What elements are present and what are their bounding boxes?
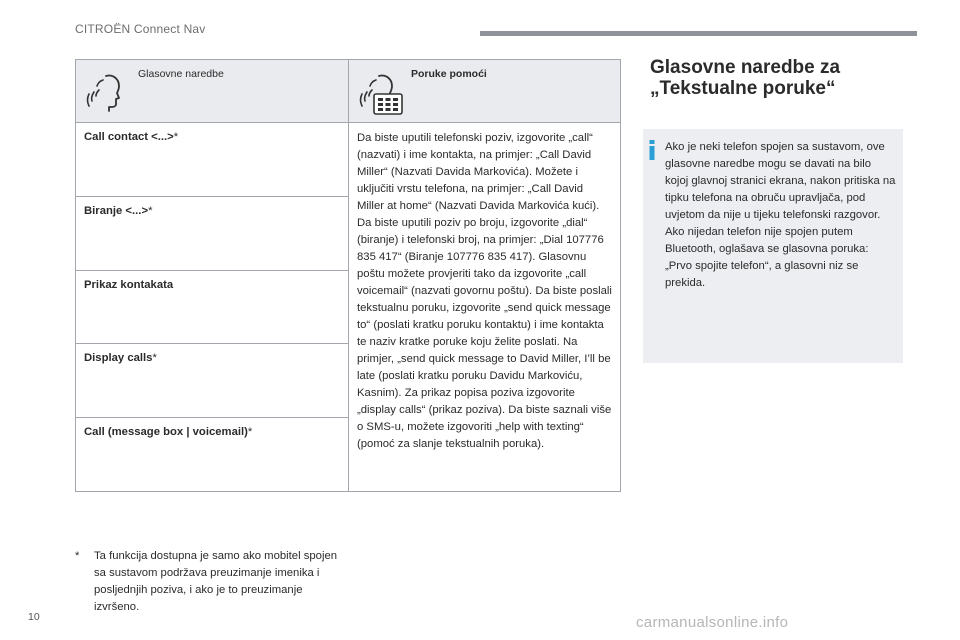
command-label: Call (message box | voicemail) [84, 426, 248, 438]
section-title-line1: Glasovne naredbe za [650, 57, 841, 78]
page-number: 10 [28, 611, 40, 623]
table-header-commands [76, 60, 349, 123]
section-title [650, 57, 910, 99]
command-cell [76, 344, 349, 418]
command-label: Call contact <...> [84, 131, 174, 143]
command-star: * [152, 352, 157, 364]
commands-column-header: Glasovne naredbe [138, 68, 224, 80]
command-label: Prikaz kontakata [84, 279, 174, 291]
help-text: Da biste uputili telefonski poziv, izgovorite „call“ (nazvati) i ime kontakta, na primjer: „Call David Miller“ (Nazvati Davida Markovića). Možete i uključiti vrstu telefona, na primjer: „Call David Miller at home“ (Nazvati Davida Markovića kući). Da biste uputili poziv po broju, izgovorite „dial“ (biranje) i telefonski broj, na primjer: „Dial 107776 835 417“ (Biranje 107776 835 417). Glasovnu poštu možete provjeriti tako da izgovorite „call voicemail“ (nazvati govornu poštu). Da biste poslali tekstualnu poruku, izgovorite „send quick message to“ (poslati kratku poruku kontaktu) i ime kontakta te naziv kratke poruke koju želite poslati. Na primjer, „send quick message to David Miller, I’ll be late (poslati kratku poruku Davidu Markoviću, Kasnim). Za prikaz popisa poziva izgovorite „display calls“ (prikaz poziva). Da biste saznali više o SMS-u, možete izgovoriti „help with texting“ (pomoć za slanje tekstualnih poruka). [357, 132, 612, 450]
command-label: Biranje <...> [84, 205, 149, 217]
footnote [75, 548, 345, 616]
header-bar [480, 31, 917, 36]
speaking-head-keypad-icon [359, 70, 405, 116]
command-cell [76, 197, 349, 271]
section-title-line2: „Tekstualne poruke“ [650, 78, 836, 99]
command-star: * [173, 131, 179, 143]
info-icon [649, 140, 655, 160]
footnote-mark: * [75, 550, 80, 562]
voice-command-table [75, 59, 621, 492]
command-cell [76, 418, 349, 492]
command-star: * [247, 426, 253, 438]
speaking-head-icon [86, 70, 126, 112]
footnote-text: Ta funkcija dostupna je samo ako mobitel spojen sa sustavom podržava preuzimanje imenika i posljednjih poziva, i ako je to preuzimanje izvršeno. [94, 550, 338, 613]
help-text-cell [349, 123, 621, 492]
command-cell [76, 271, 349, 344]
info-text: Ako je neki telefon spojen sa sustavom, ove glasovne naredbe mogu se davati na bilo kojoj glavnoj stranici ekrana, nakon pritiska na tipku telefona na obruču upravljača, pod uvjetom da nije u tijeku telefonski razgovor. Ako nijedan telefon nije spojen putem Bluetooth, oglašava se glasovna poruka: „Prvo spojite telefon“, a glasovni niz se prekida. [665, 141, 896, 289]
command-label: Display calls [84, 352, 153, 364]
command-cell [76, 123, 349, 197]
help-column-header: Poruke pomoći [411, 68, 487, 80]
table-header-help [349, 60, 621, 123]
watermark: carmanualsonline.info [636, 614, 789, 631]
info-box [643, 129, 903, 363]
manual-header-title: CITROËN Connect Nav [75, 22, 206, 36]
command-star: * [148, 205, 153, 217]
